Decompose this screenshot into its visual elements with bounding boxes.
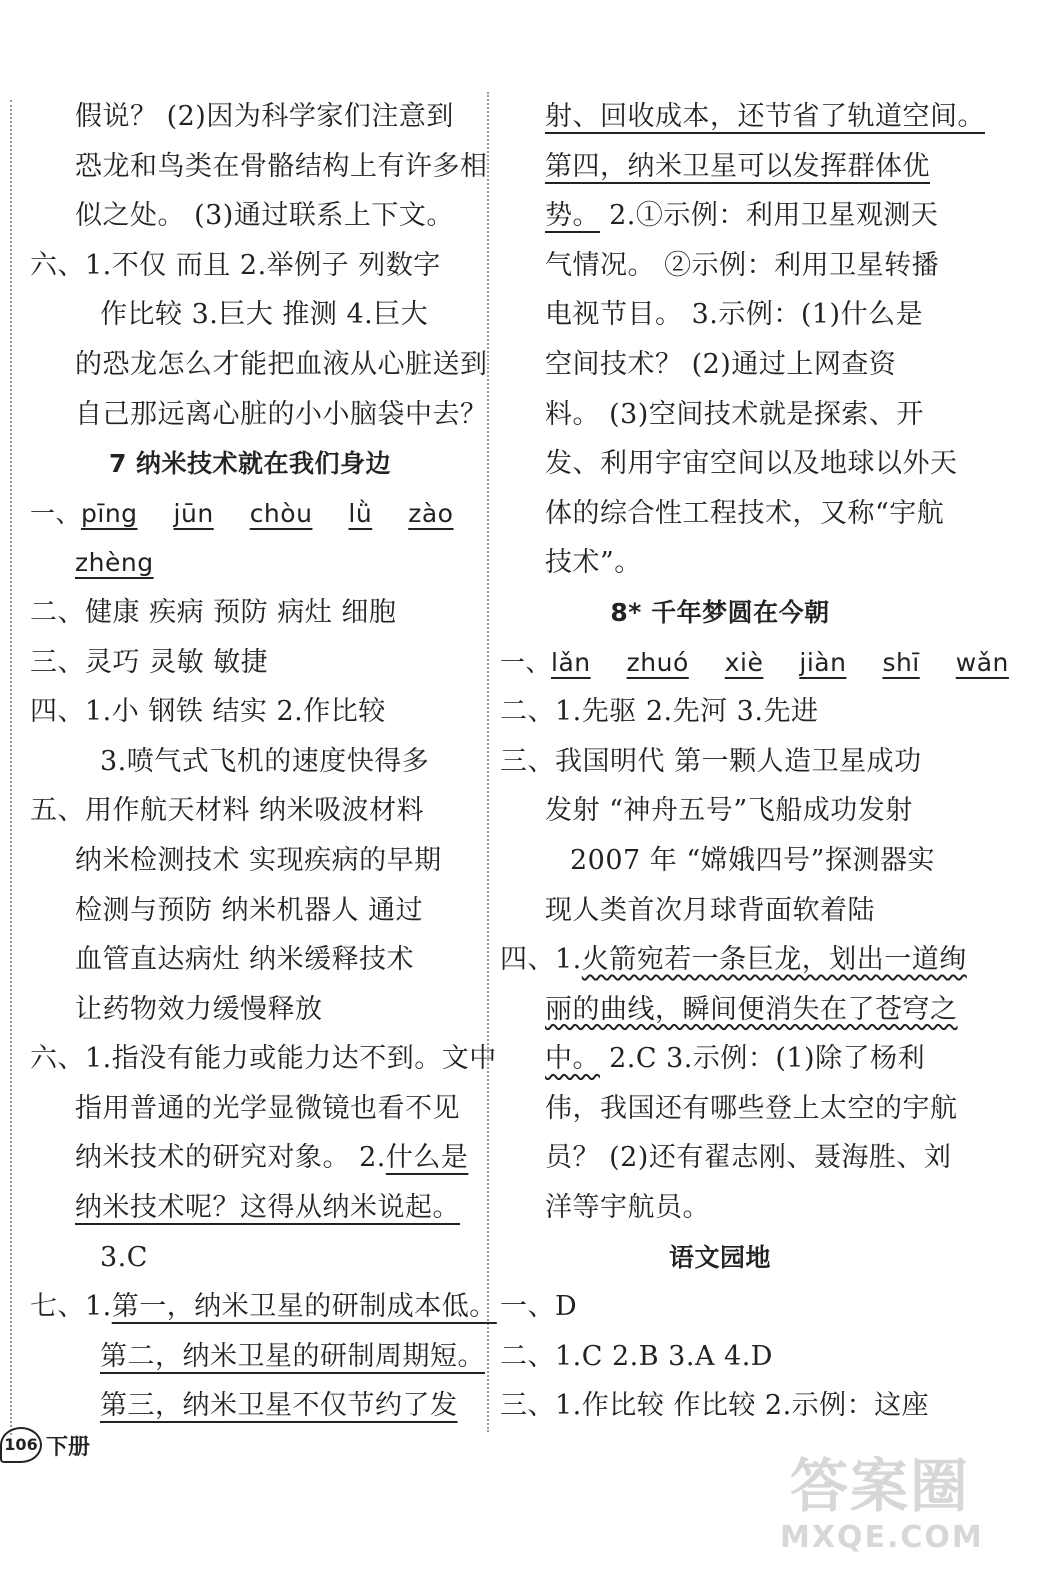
underlined-text: 射、回收成本，还节省了轨道空间。 (545, 101, 985, 132)
left-line (30, 687, 470, 737)
line-text: 三、1.作比较 作比较 2.示例：这座 (500, 1390, 930, 1422)
line-text: 语文园地 (668, 1242, 771, 1272)
left-line (30, 1233, 470, 1283)
line-text: 指用普通的光学显微镜也看不见 (75, 1092, 460, 1124)
line-text: 技术”。 (545, 547, 642, 579)
watermark-url: MXQE.COM (780, 1520, 984, 1555)
right-line (500, 935, 967, 985)
left-line (30, 142, 488, 192)
underlined-text: 纳米技术呢？这得从纳米说起。 (75, 1192, 460, 1224)
right-line (500, 340, 940, 390)
line-text: 7 纳米技术就在我们身边 (108, 449, 392, 479)
line-text: 纳米技术的研究对象。 2. (75, 1142, 386, 1174)
left-line (30, 489, 470, 539)
left-line (30, 390, 488, 440)
underlined-text: 第二，纳米卫星的研制周期短。 (100, 1340, 485, 1372)
underlined-text: 势。 (545, 200, 600, 232)
line-text: 员？ (2)还有翟志刚、聂海胜、刘 (545, 1142, 952, 1174)
right-column (500, 92, 1009, 1431)
line-text: 让药物效力缓慢释放 (75, 993, 323, 1025)
left-line (30, 588, 470, 638)
pinyin-answer: zhèng (75, 548, 154, 578)
wavy-underlined-text: 中。 (545, 1043, 600, 1075)
line-text: 六、1.指没有能力或能力达不到。文中 (30, 1043, 497, 1075)
left-line (30, 290, 470, 340)
line-text: 2007 年 “嫦娥四号”探测器实 (570, 844, 935, 876)
line-text: 一、 (500, 647, 552, 677)
right-line (500, 241, 940, 291)
line-text: 二、1.先驱 2.先河 3.先进 (500, 696, 819, 728)
pinyin-answer: shī (882, 647, 920, 677)
right-line (500, 786, 940, 836)
line-text: 第三，纳米卫星不仅节约了发 (100, 1390, 458, 1422)
pinyin-answer: jūn (173, 498, 214, 528)
right-line (500, 1183, 940, 1233)
pinyin-answer: lǎn (551, 647, 591, 677)
pinyin-answer: chòu (249, 498, 313, 528)
page-number: 106 (0, 1427, 42, 1463)
right-line (500, 390, 940, 440)
right-line (500, 638, 1009, 688)
right-line (500, 191, 940, 241)
right-line (500, 1233, 940, 1283)
left-line (30, 1282, 497, 1332)
binding-margin-line (10, 100, 12, 1435)
line-text: 8* 千年梦圆在今朝 (610, 597, 830, 627)
underlined-text: 什么是 (385, 1142, 469, 1174)
line-text: 四、1. (500, 944, 582, 976)
right-line (500, 92, 985, 142)
line-text: 发、利用宇宙空间以及地球以外天 (545, 448, 958, 480)
watermark (780, 1451, 984, 1566)
right-line (500, 687, 940, 737)
pinyin-answer: lǜ (348, 498, 373, 528)
right-line (500, 1084, 958, 1134)
left-line (30, 985, 470, 1035)
left-line (30, 1133, 470, 1183)
line-text: 二、1.C 2.B 3.A 4.D (500, 1340, 773, 1372)
line-text: 五、用作航天材料 纳米吸波材料 (30, 795, 425, 827)
wavy-underlined-text: 火箭宛若一条巨龙，划出一道绚 (581, 944, 967, 976)
left-line (30, 1332, 485, 1382)
line-text-tail: 2.①示例：利用卫星观测天 (600, 200, 939, 232)
watermark-logo: 答案圈 (789, 1452, 970, 1520)
right-line (500, 588, 940, 638)
line-text: 三、我国明代 第一颗人造卫星成功 (500, 745, 922, 777)
line-text: 伟，我国还有哪些登上太空的宇航 (545, 1092, 958, 1124)
right-line (500, 1282, 940, 1332)
line-text: 的恐龙怎么才能把血液从心脏送到 (75, 348, 488, 380)
pinyin-answer: xiè (724, 647, 764, 677)
line-text: 纳米检测技术 实现疾病的早期 (75, 844, 442, 876)
pinyin-answer: jiàn (799, 647, 847, 677)
line-text: 3.喷气式飞机的速度快得多 (100, 745, 430, 777)
line-text: 七、1. (30, 1291, 112, 1323)
right-line (500, 1381, 940, 1431)
line-text: 一、 (30, 498, 82, 528)
right-line (500, 836, 940, 886)
line-text: 四、1.小 钢铁 结实 2.作比较 (30, 696, 386, 728)
left-line (30, 1084, 470, 1134)
line-text: 3.C (100, 1241, 148, 1273)
right-line (500, 985, 958, 1035)
page-footer (0, 1425, 90, 1465)
line-text: 气情况。 ②示例：利用卫星转播 (545, 249, 940, 281)
left-column (30, 92, 497, 1431)
line-text: 洋等宇航员。 (545, 1192, 710, 1224)
right-line (500, 142, 940, 192)
left-line (30, 836, 470, 886)
line-text: 血管直达病灶 纳米缓释技术 (75, 944, 415, 976)
line-text: 假说？ (2)因为科学家们注意到 (75, 101, 454, 132)
line-text: 二、健康 疾病 预防 病灶 细胞 (30, 596, 397, 628)
right-line (500, 1034, 940, 1084)
right-line (500, 1332, 940, 1382)
right-line (500, 737, 940, 787)
left-line (30, 92, 470, 142)
column-divider (487, 92, 489, 1432)
left-line (30, 439, 470, 489)
left-line (30, 191, 470, 241)
left-line (30, 1381, 470, 1431)
wavy-underlined-text: 丽的曲线，瞬间便消失在了苍穹之 (545, 993, 958, 1025)
right-line (500, 439, 958, 489)
pinyin-answer: zhuó (626, 647, 689, 677)
left-line (30, 538, 470, 588)
left-line (30, 1034, 497, 1084)
line-text-tail: 2.C 3.示例：(1)除了杨利 (600, 1043, 926, 1075)
line-text: 空间技术？ (2)通过上网查资 (545, 348, 897, 380)
left-line (30, 737, 470, 787)
left-line (30, 935, 470, 985)
volume-label: 下册 (46, 1434, 91, 1460)
line-text: 检测与预防 纳米机器人 通过 (75, 894, 424, 926)
right-line (500, 1133, 952, 1183)
right-line (500, 538, 940, 588)
line-text: 自己那远离心脏的小小脑袋中去？ (75, 398, 488, 430)
pinyin-answer: zào (408, 498, 454, 528)
line-text: 一、D (500, 1291, 578, 1323)
left-line (30, 340, 488, 390)
right-line (500, 290, 940, 340)
line-text: 三、灵巧 灵敏 敏捷 (30, 646, 269, 678)
pinyin-answer: pīng (81, 498, 138, 528)
left-line (30, 1183, 470, 1233)
line-text: 发射 “神舟五号”飞船成功发射 (545, 795, 913, 827)
line-text: 电视节目。 3.示例：(1)什么是 (545, 299, 924, 331)
line-text: 六、1.不仅 而且 2.举例子 列数字 (30, 249, 441, 281)
left-line (30, 638, 470, 688)
line-text: 现人类首次月球背面软着陆 (545, 894, 875, 926)
left-line (30, 241, 470, 291)
left-line (30, 886, 470, 936)
line-text: 料。 (3)空间技术就是探索、开 (545, 398, 924, 430)
right-line (500, 489, 945, 539)
right-line (500, 886, 940, 936)
pinyin-answer: wǎn (955, 647, 1009, 677)
line-text: 作比较 3.巨大 推测 4.巨大 (100, 299, 429, 331)
underlined-text: 第四，纳米卫星可以发挥群体优 (545, 150, 930, 182)
line-text: 体的综合性工程技术，又称“宇航 (545, 497, 945, 529)
line-text: 似之处。 (3)通过联系上下文。 (75, 200, 454, 232)
line-text: 恐龙和鸟类在骨骼结构上有许多相 (75, 150, 488, 182)
underlined-text: 第一，纳米卫星的研制成本低。 (111, 1291, 497, 1323)
left-line (30, 786, 470, 836)
